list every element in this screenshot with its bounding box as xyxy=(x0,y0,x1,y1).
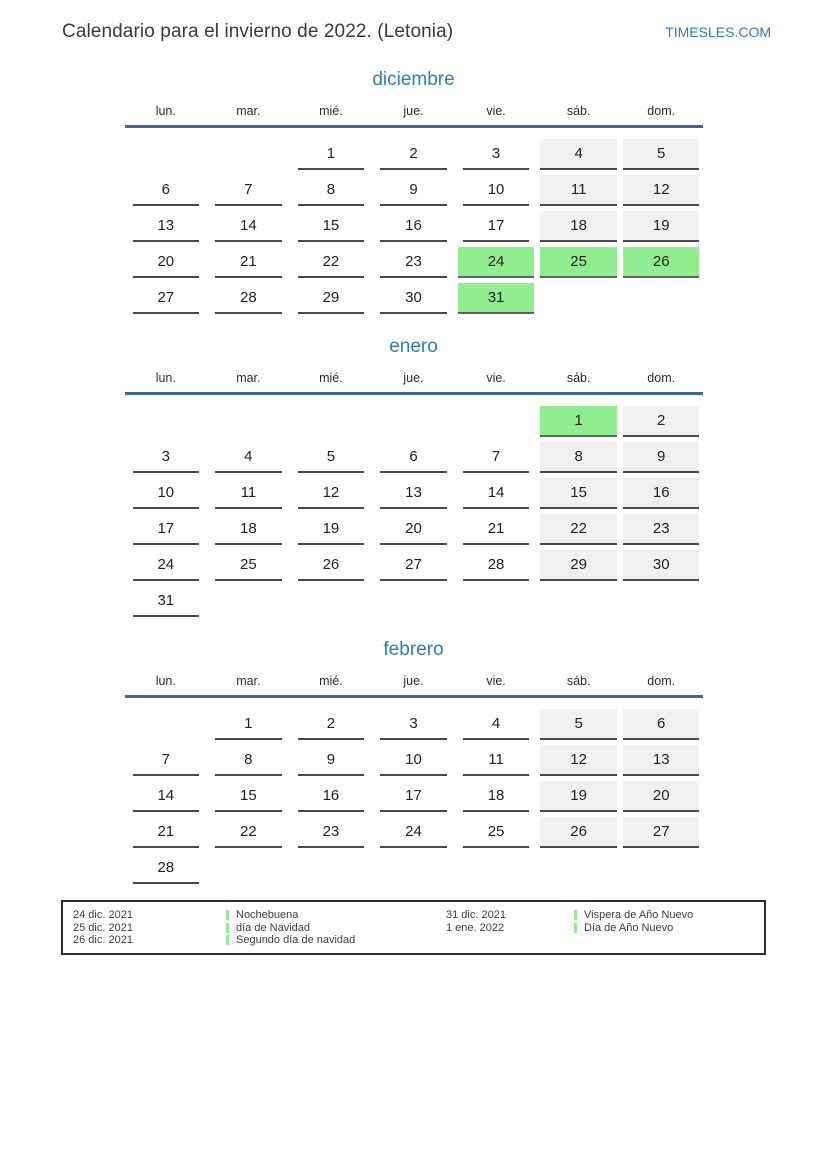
week-row xyxy=(125,175,703,204)
day-cell: 7 xyxy=(458,442,535,471)
legend-holiday-label: Vispera de Año Nuevo xyxy=(584,909,694,921)
day-cell: 9 xyxy=(623,442,700,471)
week-row xyxy=(125,853,703,882)
week-row xyxy=(125,211,703,240)
day-cell: 28 xyxy=(128,853,205,882)
day-cell: 6 xyxy=(623,709,700,738)
day-cell: 21 xyxy=(210,247,287,276)
weekday-label: mié. xyxy=(319,674,343,688)
day-cell: 26 xyxy=(623,247,700,276)
empty-cell xyxy=(623,283,700,312)
weekday-header-row xyxy=(125,674,703,688)
weekday-label: mar. xyxy=(236,371,261,385)
day-cell: 18 xyxy=(458,781,535,810)
day-cell: 1 xyxy=(540,406,617,435)
day-cell: 17 xyxy=(375,781,452,810)
legend-date: 26 dic. 2021 xyxy=(73,934,133,946)
day-cell: 6 xyxy=(128,175,205,204)
day-cell: 12 xyxy=(540,745,617,774)
day-cell: 12 xyxy=(623,175,700,204)
weekday-label: vie. xyxy=(486,104,506,118)
day-cell: 3 xyxy=(375,709,452,738)
day-cell: 10 xyxy=(128,478,205,507)
legend-holiday-item xyxy=(574,909,693,922)
empty-cell xyxy=(623,853,700,882)
weekday-header-row xyxy=(125,104,703,118)
week-row xyxy=(125,406,703,435)
day-cell: 27 xyxy=(375,550,452,579)
empty-cell xyxy=(293,853,370,882)
weekday-label: sáb. xyxy=(566,104,591,118)
day-cell: 17 xyxy=(128,514,205,543)
empty-cell xyxy=(540,853,617,882)
day-cell: 2 xyxy=(375,139,452,168)
calendar-grid xyxy=(125,139,703,312)
weekday-label: mar. xyxy=(236,674,261,688)
weekday-header-row xyxy=(125,371,703,385)
legend-holiday-label: Segundo día de navidad xyxy=(236,934,356,946)
day-cell: 13 xyxy=(623,745,700,774)
day-cell: 5 xyxy=(293,442,370,471)
week-row xyxy=(125,586,703,615)
legend-holiday-label: Día de Año Nuevo xyxy=(584,921,674,934)
day-cell: 14 xyxy=(128,781,205,810)
holiday-marker-icon xyxy=(226,935,229,945)
empty-cell xyxy=(210,586,287,615)
legend-dates-column xyxy=(446,909,574,947)
empty-cell xyxy=(375,406,452,435)
empty-cell xyxy=(128,406,205,435)
day-cell: 13 xyxy=(375,478,452,507)
day-cell: 21 xyxy=(458,514,535,543)
weekday-label: mié. xyxy=(319,371,343,385)
day-cell: 29 xyxy=(540,550,617,579)
day-cell: 25 xyxy=(458,817,535,846)
legend-holiday-label: Nochebuena xyxy=(236,909,299,921)
week-row xyxy=(125,781,703,810)
day-cell: 13 xyxy=(128,211,205,240)
week-row xyxy=(125,442,703,471)
legend-holiday-item xyxy=(226,922,446,935)
holiday-legend xyxy=(61,900,766,955)
empty-cell xyxy=(458,586,535,615)
day-cell: 27 xyxy=(128,283,205,312)
weekday-label: vie. xyxy=(486,674,506,688)
weekday-label: jue. xyxy=(403,674,424,688)
day-cell: 23 xyxy=(293,817,370,846)
day-cell: 8 xyxy=(210,745,287,774)
legend-group xyxy=(446,909,693,947)
calendar-header-line xyxy=(125,392,703,395)
day-cell: 26 xyxy=(293,550,370,579)
day-cell: 4 xyxy=(540,139,617,168)
day-cell: 16 xyxy=(375,211,452,240)
legend-date: 1 ene. 2022 xyxy=(446,921,505,934)
calendar-grid xyxy=(125,406,703,615)
month-title: febrero xyxy=(383,639,444,660)
day-cell: 4 xyxy=(458,709,535,738)
legend-date: 31 dic. 2021 xyxy=(446,909,506,921)
day-cell: 11 xyxy=(540,175,617,204)
weekday-label: dom. xyxy=(647,674,676,688)
day-cell: 14 xyxy=(458,478,535,507)
weekday-label: lun. xyxy=(155,371,176,385)
day-cell: 16 xyxy=(623,478,700,507)
day-cell: 19 xyxy=(540,781,617,810)
month-calendar xyxy=(125,371,703,615)
weekday-label: lun. xyxy=(155,104,176,118)
day-cell: 22 xyxy=(540,514,617,543)
legend-holiday-label: día de Navidad xyxy=(236,921,310,934)
day-cell: 8 xyxy=(293,175,370,204)
month-title: enero xyxy=(389,336,438,357)
legend-dates-column xyxy=(73,909,226,947)
month-calendar xyxy=(125,104,703,312)
day-cell: 12 xyxy=(293,478,370,507)
legend-holiday-item xyxy=(226,934,446,947)
day-cell: 22 xyxy=(210,817,287,846)
calendar-header-line xyxy=(125,125,703,128)
empty-cell xyxy=(128,139,205,168)
weekday-label: mar. xyxy=(236,104,261,118)
day-cell: 30 xyxy=(623,550,700,579)
holiday-marker-icon xyxy=(574,923,577,933)
month-calendar xyxy=(125,674,703,882)
week-row xyxy=(125,745,703,774)
day-cell: 15 xyxy=(210,781,287,810)
holiday-marker-icon xyxy=(574,910,577,920)
month-section-diciembre xyxy=(0,69,827,312)
day-cell: 3 xyxy=(128,442,205,471)
day-cell: 11 xyxy=(210,478,287,507)
weekday-label: dom. xyxy=(647,104,676,118)
day-cell: 7 xyxy=(210,175,287,204)
empty-cell xyxy=(540,283,617,312)
day-cell: 19 xyxy=(623,211,700,240)
day-cell: 6 xyxy=(375,442,452,471)
day-cell: 3 xyxy=(458,139,535,168)
weekday-label: mié. xyxy=(319,104,343,118)
day-cell: 31 xyxy=(128,586,205,615)
day-cell: 25 xyxy=(210,550,287,579)
weekday-label: jue. xyxy=(403,104,424,118)
legend-labels-column xyxy=(574,909,693,947)
day-cell: 25 xyxy=(540,247,617,276)
day-cell: 18 xyxy=(540,211,617,240)
day-cell: 7 xyxy=(128,745,205,774)
day-cell: 26 xyxy=(540,817,617,846)
day-cell: 23 xyxy=(623,514,700,543)
day-cell: 9 xyxy=(375,175,452,204)
legend-date: 25 dic. 2021 xyxy=(73,921,133,934)
day-cell: 8 xyxy=(540,442,617,471)
day-cell: 24 xyxy=(458,247,535,276)
day-cell: 1 xyxy=(293,139,370,168)
day-cell: 5 xyxy=(540,709,617,738)
weekday-label: vie. xyxy=(486,371,506,385)
empty-cell xyxy=(623,586,700,615)
week-row xyxy=(125,478,703,507)
empty-cell xyxy=(540,586,617,615)
empty-cell xyxy=(210,139,287,168)
day-cell: 24 xyxy=(375,817,452,846)
site-link[interactable]: TIMESLES.COM xyxy=(665,24,771,40)
holiday-marker-icon xyxy=(226,910,229,920)
day-cell: 22 xyxy=(293,247,370,276)
day-cell: 23 xyxy=(375,247,452,276)
day-cell: 14 xyxy=(210,211,287,240)
day-cell: 20 xyxy=(375,514,452,543)
legend-holiday-item xyxy=(574,922,693,935)
day-cell: 21 xyxy=(128,817,205,846)
day-cell: 27 xyxy=(623,817,700,846)
empty-cell xyxy=(293,406,370,435)
holiday-marker-icon xyxy=(226,923,229,933)
week-row xyxy=(125,283,703,312)
day-cell: 28 xyxy=(458,550,535,579)
day-cell: 19 xyxy=(293,514,370,543)
day-cell: 11 xyxy=(458,745,535,774)
day-cell: 24 xyxy=(128,550,205,579)
month-section-febrero xyxy=(0,639,827,882)
day-cell: 2 xyxy=(623,406,700,435)
day-cell: 9 xyxy=(293,745,370,774)
weekday-label: lun. xyxy=(155,674,176,688)
day-cell: 17 xyxy=(458,211,535,240)
calendar-grid xyxy=(125,709,703,882)
month-title: diciembre xyxy=(372,69,455,90)
week-row xyxy=(125,550,703,579)
calendar-header-line xyxy=(125,695,703,698)
empty-cell xyxy=(210,406,287,435)
day-cell: 31 xyxy=(458,283,535,312)
page-title: Calendario para el invierno de 2022. (Letonia) xyxy=(62,21,454,42)
week-row xyxy=(125,514,703,543)
weekday-label: sáb. xyxy=(566,674,591,688)
day-cell: 2 xyxy=(293,709,370,738)
day-cell: 18 xyxy=(210,514,287,543)
day-cell: 15 xyxy=(293,211,370,240)
weekday-label: jue. xyxy=(403,371,424,385)
empty-cell xyxy=(128,709,205,738)
month-section-enero xyxy=(0,336,827,615)
day-cell: 30 xyxy=(375,283,452,312)
empty-cell xyxy=(210,853,287,882)
day-cell: 29 xyxy=(293,283,370,312)
day-cell: 1 xyxy=(210,709,287,738)
empty-cell xyxy=(375,853,452,882)
day-cell: 15 xyxy=(540,478,617,507)
legend-group xyxy=(73,909,446,947)
day-cell: 10 xyxy=(375,745,452,774)
empty-cell xyxy=(375,586,452,615)
week-row xyxy=(125,139,703,168)
legend-labels-column xyxy=(226,909,446,947)
week-row xyxy=(125,817,703,846)
legend-date: 24 dic. 2021 xyxy=(73,909,133,921)
empty-cell xyxy=(458,853,535,882)
weekday-label: dom. xyxy=(647,371,676,385)
empty-cell xyxy=(293,586,370,615)
day-cell: 16 xyxy=(293,781,370,810)
weekday-label: sáb. xyxy=(566,371,591,385)
day-cell: 20 xyxy=(128,247,205,276)
week-row xyxy=(125,247,703,276)
legend-holiday-item xyxy=(226,909,446,922)
empty-cell xyxy=(458,406,535,435)
day-cell: 28 xyxy=(210,283,287,312)
day-cell: 4 xyxy=(210,442,287,471)
day-cell: 10 xyxy=(458,175,535,204)
day-cell: 5 xyxy=(623,139,700,168)
week-row xyxy=(125,709,703,738)
day-cell: 20 xyxy=(623,781,700,810)
page-header xyxy=(0,0,827,43)
